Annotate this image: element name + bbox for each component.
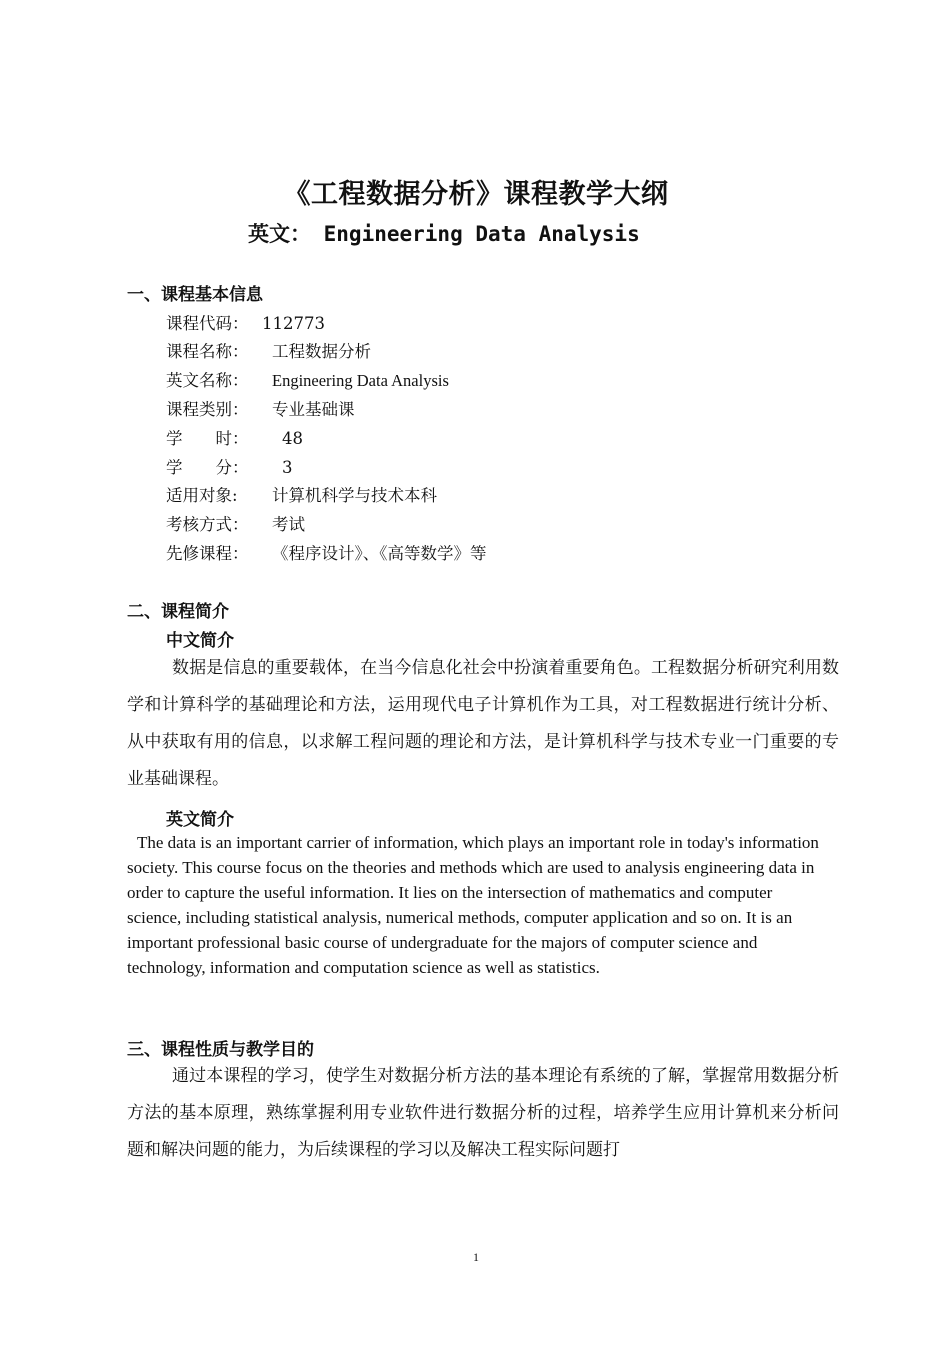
info-row-english-name [166,367,449,391]
info-row-course-code [166,310,325,334]
english-intro-heading: 英文简介 [166,810,234,830]
info-value: 3 [282,458,293,477]
info-value: 专业基础课 [272,400,355,419]
info-value: 112773 [262,314,325,333]
english-intro-text: The data is an important carrier of information, which plays an important role in today's information society. This course focus on the theories and methods which are used to analysis engineering data in order to capture the useful information. It lies on the intersection of mathematics and computer science, including statistical analysis, numerical methods, computer application and so on. It is an important professional basic course of undergraduate for the majors of computer science and technology, information and computation science as well as statistics. [127,833,819,977]
document-title: 《工程数据分析》课程教学大纲 [283,179,669,210]
info-label: 适用对象: [166,486,238,505]
section2-heading: 二、课程简介 [127,602,229,622]
info-row-course-name [166,338,371,362]
info-value: 48 [282,429,303,448]
info-value: 考试 [272,515,305,534]
info-label: 学 时： [166,429,249,448]
info-label: 课程名称： [166,342,249,361]
info-label: 英文名称： [166,371,249,390]
info-label: 考核方式： [166,515,249,534]
chinese-intro-heading: 中文简介 [166,631,234,651]
section1-heading: 一、课程基本信息 [127,285,263,305]
info-row-target [166,482,437,506]
page-number: 1 [473,1250,479,1264]
info-row-assessment [166,511,305,535]
section3-heading: 三、课程性质与教学目的 [127,1040,314,1060]
info-value: Engineering Data Analysis [272,371,449,390]
info-row-hours [166,425,303,449]
info-value: 计算机科学与技术本科 [272,486,437,505]
english-subtitle: 英文： Engineering Data Analysis [248,222,640,246]
info-value: 工程数据分析 [272,342,371,361]
info-value: 《程序设计》、《高等数学》等 [272,544,487,563]
info-row-credits [166,454,293,478]
chinese-intro-text: 数据是信息的重要载体，在当今信息化社会中扮演着重要角色。工程数据分析研究利用数学和计算科学的基础理论和方法，运用现代电子计算机作为工具，对工程数据进行统计分析、从中获取有用的信息，以求解工程问题的理论和方法，是计算机科学与技术专业一门重要的专业基础课程。 [127,658,839,789]
info-row-prerequisites [166,540,487,564]
info-label: 学 分： [166,458,249,477]
info-label: 课程类别： [166,400,249,419]
section3-text: 通过本课程的学习，使学生对数据分析方法的基本理论有系统的了解，掌握常用数据分析方法的基本原理，熟练掌握利用专业软件进行数据分析的过程，培养学生应用计算机来分析问题和解决问题的能力，为后续课程的学习以及解决工程实际问题打 [127,1066,839,1160]
info-label: 先修课程： [166,544,249,563]
info-label: 课程代码： [166,314,249,333]
info-row-category [166,396,355,420]
